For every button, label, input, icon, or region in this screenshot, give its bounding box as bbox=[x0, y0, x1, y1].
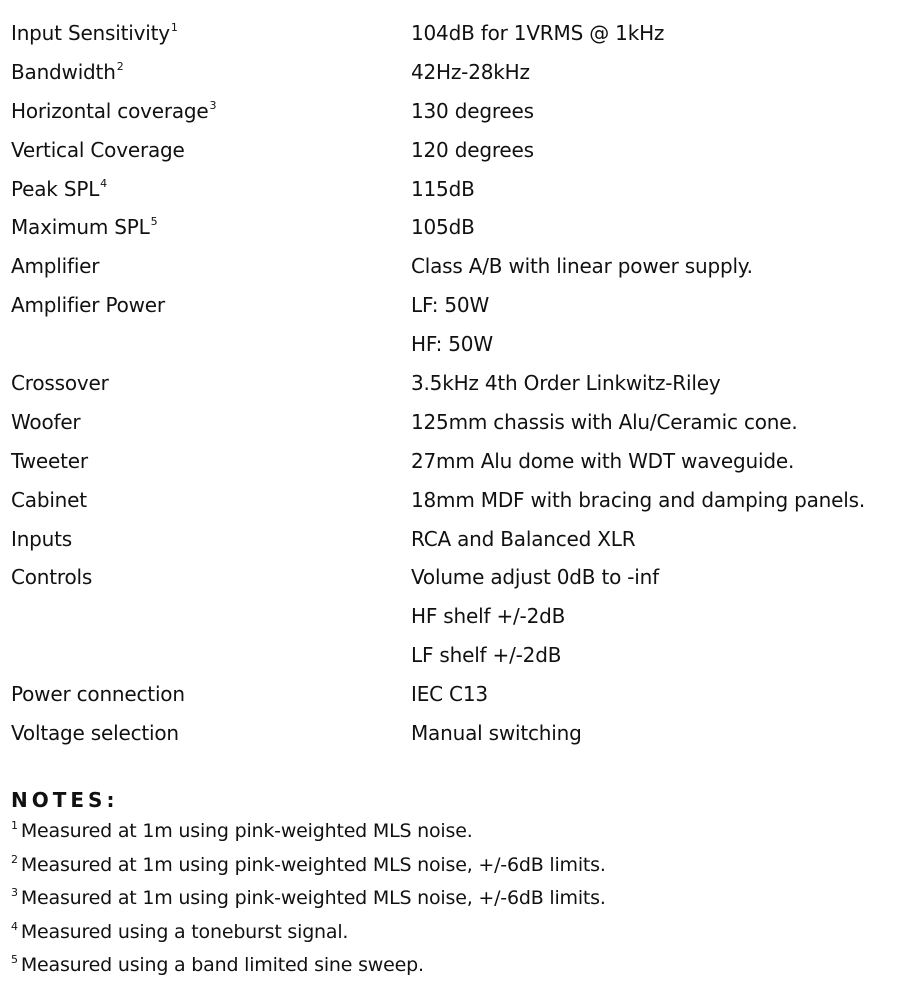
spec-value: HF shelf +/-2dB bbox=[411, 604, 566, 629]
spec-value: 3.5kHz 4th Order Linkwitz-Riley bbox=[411, 371, 721, 396]
spec-value: 42Hz-28kHz bbox=[411, 59, 530, 84]
spec-row bbox=[11, 286, 911, 325]
spec-row bbox=[11, 53, 911, 92]
spec-value: 125mm chassis with Alu/Ceramic cone. bbox=[411, 409, 798, 434]
spec-row bbox=[11, 92, 911, 131]
spec-label: Controls bbox=[11, 565, 93, 590]
notes-title: NOTES: bbox=[11, 788, 119, 812]
spec-label: Tweeter bbox=[11, 448, 88, 473]
spec-value: Volume adjust 0dB to -inf bbox=[411, 565, 659, 590]
spec-row bbox=[11, 247, 911, 286]
spec-row bbox=[11, 14, 911, 53]
spec-label: Amplifier Power bbox=[11, 293, 165, 318]
spec-row bbox=[11, 520, 911, 559]
spec-row bbox=[11, 714, 911, 753]
spec-label: Power connection bbox=[11, 682, 185, 707]
note-item: $^1$ Measured at 1m using pink-weighted MLS noise. bbox=[11, 819, 473, 842]
spec-row bbox=[11, 131, 911, 170]
spec-row bbox=[11, 558, 911, 597]
spec-row bbox=[11, 325, 911, 364]
spec-value: 18mm MDF with bracing and damping panels. bbox=[411, 487, 865, 512]
spec-value: 115dB bbox=[411, 176, 475, 201]
spec-row bbox=[11, 597, 911, 636]
spec-value: 104dB for 1VRMS @ 1kHz bbox=[411, 21, 665, 45]
spec-value: 130 degrees bbox=[411, 98, 534, 123]
spec-label: Vertical Coverage bbox=[11, 137, 185, 162]
note-item: $^3$ Measured at 1m using pink-weighted MLS noise, +/-6dB limits. bbox=[11, 886, 606, 910]
spec-table bbox=[11, 14, 911, 753]
spec-value: 27mm Alu dome with WDT waveguide. bbox=[411, 448, 795, 473]
spec-label: Crossover bbox=[11, 371, 109, 396]
note-item: $^4$ Measured using a toneburst signal. bbox=[11, 919, 349, 943]
spec-label: Cabinet bbox=[11, 487, 87, 512]
spec-label: Amplifier bbox=[11, 254, 100, 279]
spec-value: HF: 50W bbox=[411, 332, 493, 357]
spec-value: LF shelf +/-2dB bbox=[411, 643, 562, 668]
note-item: $^5$ Measured using a band limited sine sweep. bbox=[11, 953, 424, 977]
spec-value: IEC C13 bbox=[411, 682, 488, 707]
spec-value: RCA and Balanced XLR bbox=[411, 526, 636, 551]
spec-label: Inputs bbox=[11, 526, 73, 551]
spec-row bbox=[11, 442, 911, 481]
spec-value: 105dB bbox=[411, 215, 475, 240]
spec-value: 120 degrees bbox=[411, 137, 534, 162]
spec-row bbox=[11, 403, 911, 442]
spec-label: Input Sensitivity$^1$ bbox=[11, 21, 178, 45]
spec-label: Peak SPL$^4$ bbox=[11, 176, 107, 201]
spec-label: Maximum SPL$^5$ bbox=[11, 215, 158, 240]
spec-label: Voltage selection bbox=[11, 721, 179, 746]
spec-label: Horizontal coverage$^3$ bbox=[11, 98, 217, 123]
spec-value: LF: 50W bbox=[411, 293, 490, 318]
spec-row bbox=[11, 364, 911, 403]
note-item: $^2$ Measured at 1m using pink-weighted MLS noise, +/-6dB limits. bbox=[11, 852, 606, 876]
spec-row bbox=[11, 481, 911, 520]
spec-row bbox=[11, 170, 911, 209]
spec-value: Class A/B with linear power supply. bbox=[411, 254, 753, 279]
spec-row bbox=[11, 675, 911, 714]
notes-section bbox=[11, 785, 911, 983]
spec-label: Woofer bbox=[11, 409, 81, 434]
spec-label: Bandwidth$^2$ bbox=[11, 59, 124, 84]
spec-row bbox=[11, 636, 911, 675]
spec-row bbox=[11, 208, 911, 247]
spec-value: Manual switching bbox=[411, 721, 582, 746]
